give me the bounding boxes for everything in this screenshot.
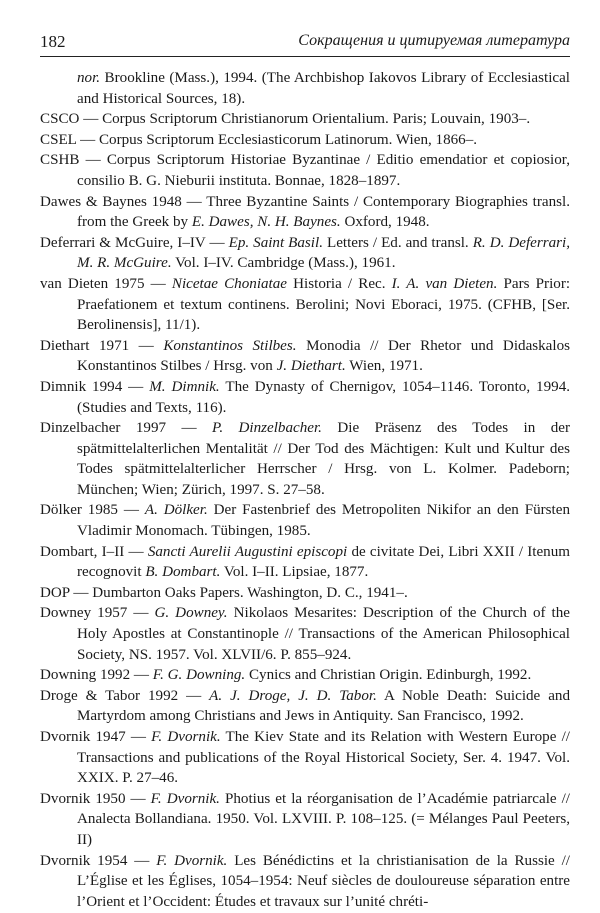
entry-text: Vol. I–IV. Cambridge (Mass.), 1961. [171, 255, 396, 272]
entry-text: Letters / Ed. and transl. [322, 234, 473, 251]
entry-text: Nikolaos Mesarites: Description of the Church of the Holy Apostles at Constantinople // Transactions of the American Philosophical Society, NS. 1957. Vol. XLVII/6. P. 855–924. [77, 605, 570, 663]
entry-text: CSCO — Corpus Scriptorum Christianorum Orientalium. Paris; Louvain, 1903–. [40, 111, 531, 128]
bibliography-entry [40, 150, 570, 191]
entry-text: Downey 1957 — [40, 605, 155, 622]
bibliography-entry [40, 192, 570, 233]
entry-italic-text: G. Downey. [154, 605, 228, 622]
entry-italic-text: A. Dölker. [144, 502, 208, 519]
entry-text: van Dieten 1975 — [40, 275, 172, 292]
entry-italic-text: P. Dinzelbacher. [212, 420, 322, 437]
entry-italic-text: E. Dawes, N. H. Baynes. [191, 214, 341, 231]
entry-text: Oxford, 1948. [340, 214, 430, 231]
entry-text: Dawes & Baynes 1948 — Three Byzantine Saints / Contemporary Biographies transl. from the Greek by [40, 193, 570, 231]
entry-text: The Kiev State and its Relation with Western Europe // Transactions and publications of the Royal Historical Society, Ser. 4. 1947. Vol. XXIX. P. 27–46. [77, 729, 570, 787]
entry-text: A Noble Death: Suicide and Martyrdom among Christians and Jews in Antiquity. San Francisco, 1992. [77, 687, 570, 725]
entry-italic-text: A. J. Droge, J. D. Tabor. [209, 687, 377, 704]
entry-italic-text: F. Dvornik. [150, 790, 220, 807]
bibliography-entry [40, 583, 570, 604]
entry-italic-text: nor. [77, 70, 101, 86]
bibliography-entry [40, 233, 570, 274]
entry-text: DOP — Dumbarton Oaks Papers. Washington, D. C., 1941–. [40, 584, 408, 601]
entry-text: Droge & Tabor 1992 — [40, 687, 210, 704]
bibliography-entry [40, 68, 570, 109]
bibliography-entry [40, 500, 570, 541]
page-header [40, 30, 570, 57]
entry-text: Pars Prior: Praefationem et textum continens. Berolini; Novi Eboraci, 1975. (CFHB, [Ser. Berolinensis], 11/1). [77, 275, 571, 334]
running-title: Сокращения и цитируемая литература [298, 32, 570, 49]
bibliography-entry [40, 274, 570, 336]
bibliography-entry [40, 603, 570, 665]
entry-italic-text: M. Dimnik. [149, 378, 220, 395]
entry-italic-text: J. Diethart. [276, 358, 346, 375]
bibliography-entry [40, 851, 570, 913]
entry-text: Deferrari & McGuire, I–IV — [40, 234, 229, 251]
entry-text: Monodia // Der Rhetor und Didaskalos Konstantinos Stilbes / Hrsg. von [77, 337, 570, 375]
bibliography-entry [40, 109, 570, 130]
bibliography-entry [40, 665, 570, 686]
entry-text: Dombart, I–II — [40, 543, 148, 560]
bibliography-entry [40, 418, 570, 500]
entry-italic-text: F. Dvornik. [156, 852, 228, 869]
entry-italic-text: Ep. Saint Basil. [228, 234, 323, 251]
entry-italic-text: F. Dvornik. [151, 729, 221, 745]
entry-text: Downing 1992 — [40, 667, 153, 684]
entry-italic-text: Sancti Aurelii Augustini episcopi [147, 543, 348, 560]
entry-italic-text: Nicetae Choniatae [171, 275, 288, 292]
entry-text: Dvornik 1954 — [40, 852, 157, 869]
entry-text: The Dynasty of Chernigov, 1054–1146. Toronto, 1994. (Studies and Texts, 116). [77, 378, 571, 416]
bibliography-entry [40, 377, 570, 418]
entry-text: Vol. I–II. Lipsiae, 1877. [220, 564, 369, 581]
bibliography-entry [40, 130, 570, 151]
entry-text: Cynics and Christian Origin. Edinburgh, 1992. [245, 667, 532, 684]
bibliography-entry [40, 686, 570, 727]
page-number: 182 [40, 32, 66, 51]
entry-text: CSEL — Corpus Scriptorum Ecclesiasticorum Latinorum. Wien, 1866–. [40, 131, 478, 148]
entry-text: Diethart 1971 — [40, 337, 164, 354]
entry-text: Les Bénédictins et la christianisation de la Russie // L’Église et les Églises, 1054–1954: Neuf siècles de douloureuse séparation entre l’Orient et l’Occident: Études et travaux sur l’unité chréti- [77, 852, 570, 910]
bibliography-entry [40, 542, 570, 583]
entry-text: Photius et la réorganisation de l’Académie patriarcale // Analecta Bollandiana. 1950. Vol. LXVIII. P. 108–125. (= Mélanges Paul Peeters, II) [77, 790, 570, 848]
entry-text: de civitate Dei, Libri XXII / Itenum recognovit [77, 543, 570, 581]
entry-text: Der Fastenbrief des Metropoliten Nikifor an den Fürsten Vladimir Monomach. Tübingen, 1985. [77, 502, 570, 540]
entry-text: Dinzelbacher 1997 — [40, 420, 213, 437]
entry-text: Wien, 1971. [345, 358, 423, 375]
entry-text: Brookline (Mass.), 1994. (The Archbishop Iakovos Library of Ecclesiastical and Historical Sources, 18). [77, 70, 570, 107]
bibliography-entry [40, 727, 570, 789]
bibliography-list [40, 68, 570, 912]
entry-text: Die Präsenz des Todes in der spätmittelalterlichen Mentalität // Der Tod des Mächtigen: Kult und Kultur des Todes spätmittelalterlicher Herrscher / Hrsg. von L. Kolmer. Padeborn; München; Wien; Zürich, 1997. S. 27–58. [77, 420, 570, 498]
entry-text: Dvornik 1950 — [40, 790, 151, 807]
entry-text: CSHB — Corpus Scriptorum Historiae Byzantinae / Editio emendatior et copiosior, consilio B. G. Nieburii instituta. Bonnae, 1828–1897. [40, 152, 570, 189]
entry-text: Dölker 1985 — [40, 502, 145, 519]
entry-italic-text: Konstantinos Stilbes. [163, 337, 297, 354]
bibliography-entry [40, 789, 570, 851]
entry-italic-text: F. G. Downing. [152, 667, 246, 684]
entry-text: Dvornik 1947 — [40, 729, 152, 745]
entry-text: Historia / Rec. [287, 275, 392, 292]
bibliography-entry [40, 336, 570, 377]
entry-italic-text: I. A. van Dieten. [391, 275, 498, 292]
entry-italic-text: B. Dombart. [145, 564, 221, 581]
entry-text: Dimnik 1994 — [40, 378, 150, 395]
entry-italic-text: R. D. Deferrari, M. R. McGuire. [77, 234, 570, 272]
